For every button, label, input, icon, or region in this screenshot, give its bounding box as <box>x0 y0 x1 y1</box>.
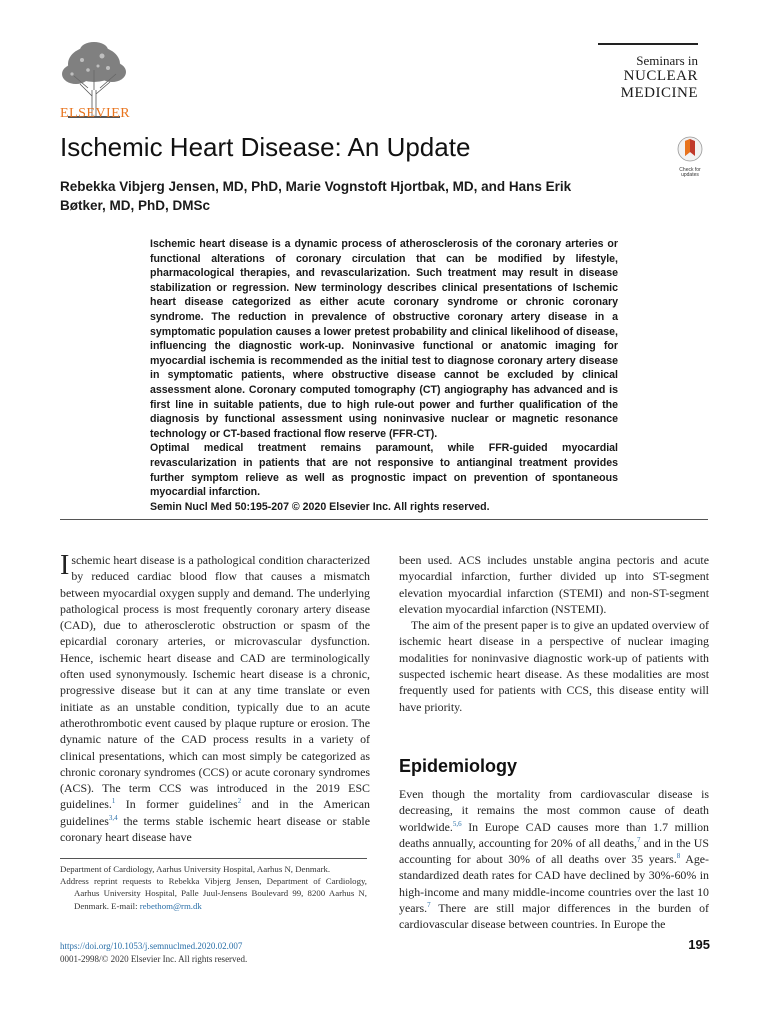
journal-title-line: MEDICINE <box>620 85 698 101</box>
body-paragraph <box>60 552 370 845</box>
drop-cap: I <box>60 550 70 581</box>
doi-link[interactable]: https://doi.org/10.1053/j.semnuclmed.2020.02.007 <box>60 941 243 951</box>
abstract <box>150 237 618 514</box>
body-text: There are still major differences in the burden of cardiovascular disease between countries. In Europe the <box>399 901 709 932</box>
body-text: In Europe CAD causes more than 1.7 million deaths annually, accounting for 20% of all deaths, <box>399 819 709 850</box>
body-text: and in the US accounting for about 30% of all deaths over 35 years. <box>399 835 709 867</box>
footer-info <box>60 940 247 966</box>
affiliation-footnote <box>60 858 367 912</box>
body-text: and in the American guidelines <box>60 797 370 828</box>
reference-link[interactable]: 1 <box>111 797 116 806</box>
reference-link[interactable]: 7 <box>427 901 431 910</box>
body-paragraph <box>399 786 709 933</box>
reference-link[interactable]: 8 <box>676 852 681 861</box>
body-column-left <box>60 552 370 845</box>
body-text: In former guidelines <box>115 797 238 812</box>
check-for-updates-badge[interactable] <box>676 136 704 178</box>
copyright-text: 0001-2998/© 2020 Elsevier Inc. All rights reserved. <box>60 954 248 964</box>
journal-title <box>598 43 698 102</box>
reference-link[interactable]: 7 <box>637 835 641 844</box>
section-heading: Epidemiology <box>399 755 518 776</box>
correspondence-text <box>60 875 367 912</box>
journal-title-line: NUCLEAR <box>623 68 698 84</box>
body-text: the terms stable ischemic heart disease or stable coronary heart disease have <box>60 813 370 845</box>
publisher-name: ELSEVIER <box>60 106 131 121</box>
correspondence-address: Address reprint requests to Rebekka Vibjerg Jensen, Department of Cardiology, Aarhus University Hospital, Palle Juul-Jensens Boulevard 99, 8200 Aarhus N, Denmark. E-mail: <box>60 876 367 911</box>
reference-link[interactable]: 3,4 <box>108 813 118 822</box>
article-title: Ischemic Heart Disease: An Update <box>60 132 471 162</box>
body-column-right <box>399 552 709 933</box>
author-list: Rebekka Vibjerg Jensen, MD, PhD, Marie Vognstoft Hjortbak, MD, and Hans Erik Bøtker, MD, PhD, DMSc <box>60 179 572 213</box>
reference-link[interactable]: 5,6 <box>452 819 462 828</box>
bookmark-icon <box>676 136 704 162</box>
reference-link[interactable]: 2 <box>237 797 242 806</box>
affiliation-text: Department of Cardiology, Aarhus University Hospital, Aarhus N, Denmark. <box>60 864 331 874</box>
body-text: Even though the mortality from cardiovascular disease is decreasing, it remains the most common cause of death worldwide. <box>399 786 709 834</box>
body-paragraph: been used. ACS includes unstable angina pectoris and acute myocardial infarction, further divided up into ST-segment elevation myocardial infarction (STEMI) and non-ST-segment elevation myocardial infarction (NSTEMI). <box>399 553 709 616</box>
journal-title-line: Seminars in <box>636 53 698 68</box>
body-paragraph: The aim of the present paper is to give an updated overview of ischemic heart disease in a perspective of nuclear imaging modalities for noninvasive diagnostic work-up of patients with suspected ischemic heart disease. As these modalities are most frequently used for patients with CCS, this disease entity will have priority. <box>399 618 709 714</box>
body-text: Age-standardized death rates for CAD have declined by 30%-60% in high-income and many middle-income countries over the last 10 years. <box>399 852 709 916</box>
abstract-paragraph: Optimal medical treatment remains paramount, while FFR-guided myocardial revascularization in patients that are not responsive to antianginal treatment provides further symptom relieve as well as prognostic impact on prevention of spontaneous myocardial infarction. <box>150 442 618 499</box>
badge-label: Check for updates <box>679 167 701 178</box>
abstract-citation: Semin Nucl Med 50:195-207 © 2020 Elsevier Inc. All rights reserved. <box>150 500 490 513</box>
abstract-paragraph: Ischemic heart disease is a dynamic process of atherosclerosis of the coronary arteries or functional alterations of coronary circulation that can be modified by lifestyle, pharmacological therapies, and revascularization. Such treatment may result in disease stabilization or regression. New terminology describes clinical presentations of Ischemic heart disease categorized as either acute coronary syndrome or chronic coronary syndrome. The reduction in prevalence of obstructive coronary artery disease in a symptomatic population causes a lower pretest probability and clinical likelihood of disease, influencing the diagnostic work-up. Noninvasive functional or anatomic imaging for myocardial ischemia is recommended as the initial test to diagnose coronary artery disease in symptomatic patients, where obstructive disease cannot be excluded by clinical assessment alone. Coronary computed tomography (CT) angiography has advanced and is first line in suitable patients, due to high rule-out power and further qualification of the diagnosis by functional assessment using noninvasive nuclear or magnetic resonance technology or CT-based fractional flow reserve (FFR-CT). <box>150 238 618 440</box>
page-number: 195 <box>688 937 710 952</box>
divider <box>60 519 708 520</box>
email-link[interactable]: rebethom@rm.dk <box>139 900 202 911</box>
body-text: schemic heart disease is a pathological condition characterized by reduced cardiac blood flow that causes a mismatch between myocardial oxygen supply and demand. The underlying pathological process is most frequently coronary artery disease (CAD), due to atherosclerotic obstruction or spasm of the epicardial coronary arteries, or microvascular dysfunction. Hence, ischemic heart disease and CAD are terminologically often used synonymously. Ischemic heart disease is a chronic, progressive disease but it can at any time translate or even initiate as an unstable condition, typically due to an acute atherothrombotic event caused by plaque rupture or erosion. The dynamic nature of the CAD process results in a variety of clinical presentations, which can most simply be categorized as chronic coronary syndromes (CCS) or acute coronary syndromes (ACS). The term CCS was introduced in the 2019 ESC guidelines. <box>60 553 370 812</box>
